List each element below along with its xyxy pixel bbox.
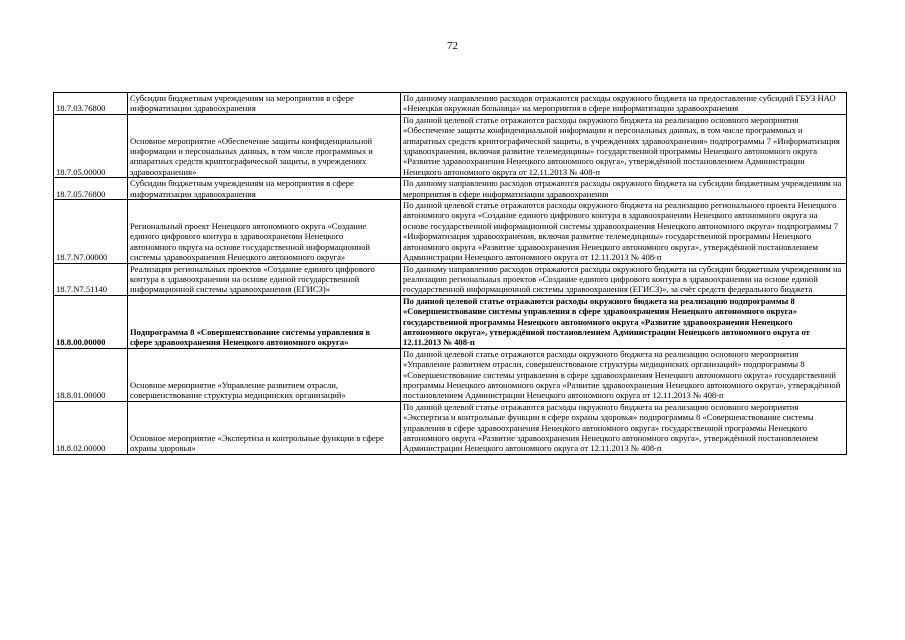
code-cell: 18.7.05.00000	[54, 114, 128, 177]
name-cell: Субсидии бюджетным учреждениям на мероприятия в сфере информатизации здравоохранения	[128, 93, 401, 115]
table-body	[54, 93, 847, 455]
table-row	[54, 348, 847, 401]
table-row	[54, 93, 847, 115]
table-row	[54, 178, 847, 200]
code-cell: 18.7.N7.51140	[54, 263, 128, 295]
table-row	[54, 200, 847, 263]
name-cell: Основное мероприятие «Управление развитием отрасли, совершенствование структуры медицинских организаций»	[128, 348, 401, 401]
code-cell: 18.7.N7.00000	[54, 200, 128, 263]
description-cell: По данной целевой статье отражаются расходы окружного бюджета на реализацию основного мероприятия «Экспертиза и контрольные функции в сфере охраны здоровья» подпрограммы 8 «Совершенствование системы управления в сфере здравоохранения Ненецкого автономного округа» государственной программы Ненецкого автономного округа «Развитие здравоохранения Ненецкого автономного округа», утверждённой постановлением Администрации Ненецкого автономного округа от 12.11.2013 № 408-п	[401, 401, 847, 454]
description-cell: По данной целевой статье отражаются расходы окружного бюджета на реализацию подпрограммы 8 «Совершенствование системы управления в сфере здравоохранения Ненецкого автономного округа» государственной программы Ненецкого автономного округа «Развитие здравоохранения Ненецкого автономного округа», утверждённой постановлением Администрации Ненецкого автономного округа от 12.11.2013 № 408-п	[401, 295, 847, 348]
description-cell: По данному направлению расходов отражаются расходы окружного бюджета на субсидии бюджетным учреждениям на мероприятия в сфере информатизации здравоохранения	[401, 178, 847, 200]
description-cell: По данной целевой статье отражаются расходы окружного бюджета на реализацию основного мероприятия «Обеспечение защиты конфиденциальной информации и персональных данных, в том числе программных и аппаратных средств криптографической защиты, в учреждениях здравоохранения» подпрограммы 7 «Информатизация здравоохранения, включая развитие телемедицины» государственной программы Ненецкого автономного округа «Развитие здравоохранения Ненецкого автономного округа», утверждённой постановлением Администрации Ненецкого автономного округа от 12.11.2013 № 408-п	[401, 114, 847, 177]
description-cell: По данному направлению расходов отражаются расходы окружного бюджета на субсидии бюджетным учреждениям на реализацию региональных проектов «Создание единого цифрового контура в здравоохранении на основе единой государственной информационной системы здравоохранения (ЕГИСЗ)», за счёт средств федерального бюджета	[401, 263, 847, 295]
table-row	[54, 295, 847, 348]
code-cell: 18.8.02.00000	[54, 401, 128, 454]
name-cell: Основное мероприятие «Обеспечение защиты конфиденциальной информации и персональных данных, в том числе программных и аппаратных средств криптографической защиты, в учреждениях здравоохранения»	[128, 114, 401, 177]
table-row	[54, 401, 847, 454]
description-cell: По данной целевой статье отражаются расходы окружного бюджета на реализацию основного мероприятия «Управление развитием отрасли, совершенствование структуры медицинских организаций» подпрограммы 8 «Совершенствование системы управления в сфере здравоохранения Ненецкого автономного округа» государственной программы Ненецкого автономного округа «Развитие здравоохранения Ненецкого автономного округа», утверждённой постановлением Администрации Ненецкого автономного округа от 12.11.2013 № 408-п	[401, 348, 847, 401]
name-cell: Основное мероприятие «Экспертиза и контрольные функции в сфере охраны здоровья»	[128, 401, 401, 454]
code-cell: 18.8.00.00000	[54, 295, 128, 348]
page-number: 72	[447, 40, 458, 52]
name-cell: Субсидии бюджетным учреждениям на мероприятия в сфере информатизации здравоохранения	[128, 178, 401, 200]
code-cell: 18.7.03.76800	[54, 93, 128, 115]
name-cell: Региональный проект Ненецкого автономного округа «Создание единого цифрового контура в здравоохранении Ненецкого автономного округа на основе государственной информационной системы здравоохранения Ненецкого автономного округа»	[128, 200, 401, 263]
description-cell: По данному направлению расходов отражаются расходы окружного бюджета на предоставление субсидий ГБУЗ НАО «Ненецкая окружная больница» на мероприятия в сфере информатизации здравоохранения	[401, 93, 847, 115]
name-cell: Реализация региональных проектов «Создание единого цифрового контура в здравоохранении на основе единой государственной информационной системы здравоохранения (ЕГИСЗ)»	[128, 263, 401, 295]
budget-classification-table	[53, 92, 847, 455]
name-cell: Подпрограмма 8 «Совершенствование системы управления в сфере здравоохранения Ненецкого автономного округа»	[128, 295, 401, 348]
code-cell: 18.8.01.00000	[54, 348, 128, 401]
code-cell: 18.7.05.76800	[54, 178, 128, 200]
table-row	[54, 263, 847, 295]
description-cell: По данной целевой статье отражаются расходы окружного бюджета на реализацию регионального проекта Ненецкого автономного округа «Создание единого цифрового контура в здравоохранении Ненецкого автономного округа на основе государственной информационной системы здравоохранения Ненецкого автономного округа» подпрограммы 7 «Информатизация здравоохранения, включая развитие телемедицины» государственной программы Ненецкого автономного округа «Развитие здравоохранения Ненецкого автономного округа», утверждённой постановлением Администрации Ненецкого автономного округа от 12.11.2013 № 408-п	[401, 200, 847, 263]
table-row	[54, 114, 847, 177]
